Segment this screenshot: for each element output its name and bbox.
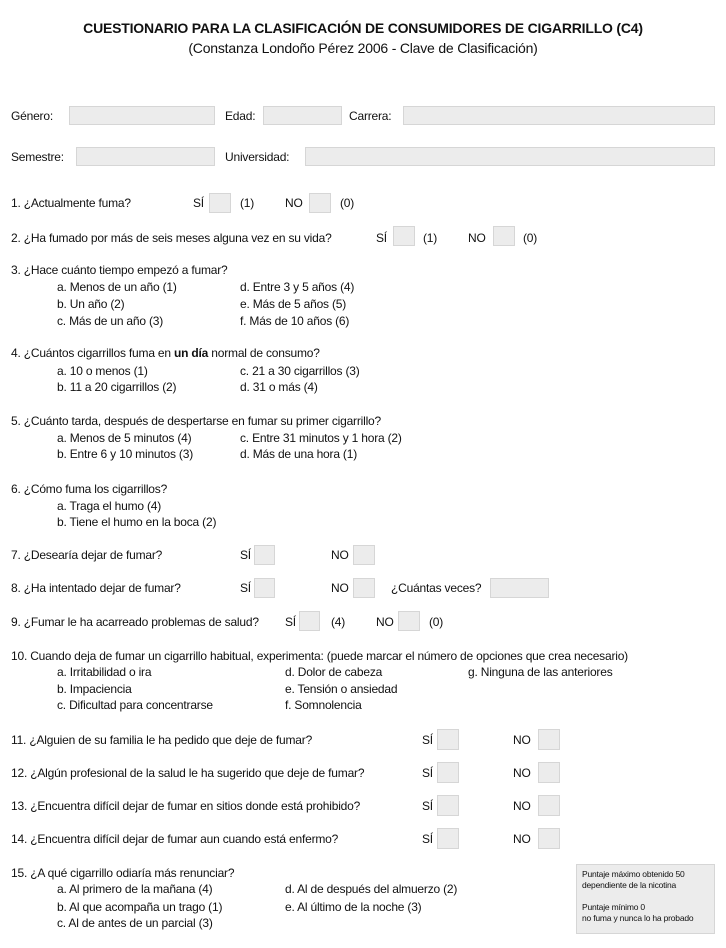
q5-option[interactable]: b. Entre 6 y 10 minutos (3)	[57, 447, 193, 461]
q11-no-checkbox[interactable]	[538, 729, 560, 750]
genero-label: Género:	[11, 109, 53, 123]
score-max-desc: dependiente de la nicotina	[582, 880, 677, 890]
q5-option[interactable]: d. Más de una hora (1)	[240, 447, 358, 461]
q4-option[interactable]: d. 31 o más (4)	[240, 380, 318, 394]
q14-no-checkbox[interactable]	[538, 828, 560, 849]
q11-no-label: NO	[513, 733, 531, 747]
q8-no-label: NO	[331, 581, 349, 595]
q13-no-checkbox[interactable]	[538, 795, 560, 816]
q10-option[interactable]: e. Tensión o ansiedad	[285, 682, 398, 696]
q1-no-checkbox[interactable]	[309, 193, 331, 213]
q4-text	[11, 345, 320, 361]
q1-si-label: SÍ	[193, 196, 204, 210]
q7-no-checkbox[interactable]	[353, 545, 375, 565]
q12-si-label: SÍ	[422, 766, 433, 780]
q8-times-label: ¿Cuántas veces?	[391, 581, 482, 595]
q13-si-checkbox[interactable]	[437, 795, 459, 816]
carrera-input[interactable]	[403, 106, 715, 125]
genero-input[interactable]	[69, 106, 215, 125]
q4-text-bold: un día	[174, 346, 209, 360]
q14-text: 14. ¿Encuentra difícil dejar de fumar aun cuando está enfermo?	[11, 832, 339, 846]
q3-option[interactable]: f. Más de 10 años (6)	[240, 314, 350, 328]
q10-option[interactable]: g. Ninguna de las anteriores	[468, 665, 613, 679]
semestre-input[interactable]	[76, 147, 215, 166]
q14-no-label: NO	[513, 832, 531, 846]
q13-si-label: SÍ	[422, 799, 433, 813]
q1-si-score: (1)	[240, 196, 255, 210]
q3-option[interactable]: c. Más de un año (3)	[57, 314, 164, 328]
q10-option[interactable]: a. Irritabilidad o ira	[57, 665, 152, 679]
q13-no-label: NO	[513, 799, 531, 813]
q12-si-checkbox[interactable]	[437, 762, 459, 783]
q4-option[interactable]: c. 21 a 30 cigarrillos (3)	[240, 364, 360, 378]
q10-option[interactable]: d. Dolor de cabeza	[285, 665, 383, 679]
q3-option[interactable]: b. Un año (2)	[57, 297, 125, 311]
q15-option[interactable]: a. Al primero de la mañana (4)	[57, 882, 213, 896]
q9-no-score: (0)	[429, 615, 444, 629]
q15-option[interactable]: c. Al de antes de un parcial (3)	[57, 916, 213, 930]
q5-option[interactable]: c. Entre 31 minutos y 1 hora (2)	[240, 431, 402, 445]
q6-option[interactable]: b. Tiene el humo en la boca (2)	[57, 515, 217, 529]
q8-text: 8. ¿Ha intentado dejar de fumar?	[11, 581, 181, 595]
q12-no-label: NO	[513, 766, 531, 780]
q9-si-label: SÍ	[285, 615, 296, 629]
universidad-input[interactable]	[305, 147, 715, 166]
score-max-label: Puntaje máximo obtenido 50	[582, 869, 685, 879]
q10-option[interactable]: f. Somnolencia	[285, 698, 362, 712]
q12-text: 12. ¿Algún profesional de la salud le ha sugerido que deje de fumar?	[11, 766, 365, 780]
q15-text: 15. ¿A qué cigarrillo odiaría más renunciar?	[11, 866, 235, 880]
q14-si-checkbox[interactable]	[437, 828, 459, 849]
q2-no-checkbox[interactable]	[493, 226, 515, 246]
carrera-label: Carrera:	[349, 109, 392, 123]
q12-no-checkbox[interactable]	[538, 762, 560, 783]
q2-si-checkbox[interactable]	[393, 226, 415, 246]
q11-si-checkbox[interactable]	[437, 729, 459, 750]
q10-option[interactable]: b. Impaciencia	[57, 682, 132, 696]
q9-text: 9. ¿Fumar le ha acarreado problemas de salud?	[11, 615, 259, 629]
q10-option[interactable]: c. Dificultad para concentrarse	[57, 698, 213, 712]
q8-si-label: SÍ	[240, 581, 251, 595]
q2-si-score: (1)	[423, 231, 438, 245]
q2-si-label: SÍ	[376, 231, 387, 245]
q3-option[interactable]: a. Menos de un año (1)	[57, 280, 177, 294]
q15-option[interactable]: d. Al de después del almuerzo (2)	[285, 882, 458, 896]
q6-text: 6. ¿Cómo fuma los cigarrillos?	[11, 482, 168, 496]
q8-si-checkbox[interactable]	[254, 578, 275, 598]
q4-text-pre: 4. ¿Cuántos cigarrillos fuma en	[11, 346, 175, 360]
page-subtitle: (Constanza Londoño Pérez 2006 - Clave de Clasificación)	[188, 40, 538, 56]
q2-no-score: (0)	[523, 231, 538, 245]
q4-option[interactable]: b. 11 a 20 cigarrillos (2)	[57, 380, 177, 394]
q11-text: 11. ¿Alguien de su familia le ha pedido que deje de fumar?	[11, 733, 313, 747]
page-title: CUESTIONARIO PARA LA CLASIFICACIÓN DE CONSUMIDORES DE CIGARRILLO (C4)	[83, 20, 643, 36]
q9-si-score: (4)	[331, 615, 346, 629]
q4-option[interactable]: a. 10 o menos (1)	[57, 364, 148, 378]
q9-no-checkbox[interactable]	[398, 611, 420, 631]
q1-no-score: (0)	[340, 196, 355, 210]
q7-si-checkbox[interactable]	[254, 545, 275, 565]
q8-no-checkbox[interactable]	[353, 578, 375, 598]
q4-text-post: normal de consumo?	[208, 346, 320, 360]
q5-text: 5. ¿Cuánto tarda, después de despertarse en fumar su primer cigarrillo?	[11, 414, 381, 428]
score-min-desc: no fuma y nunca lo ha probado	[582, 913, 694, 923]
q7-text: 7. ¿Desearía dejar de fumar?	[11, 548, 163, 562]
score-min-label: Puntaje mínimo 0	[582, 902, 645, 912]
edad-label: Edad:	[225, 109, 256, 123]
q13-text: 13. ¿Encuentra difícil dejar de fumar en sitios donde está prohibido?	[11, 799, 361, 813]
q7-no-label: NO	[331, 548, 349, 562]
q8-times-input[interactable]	[490, 578, 549, 598]
q2-no-label: NO	[468, 231, 486, 245]
q7-si-label: SÍ	[240, 548, 251, 562]
universidad-label: Universidad:	[225, 150, 290, 164]
q9-si-checkbox[interactable]	[299, 611, 320, 631]
q6-option[interactable]: a. Traga el humo (4)	[57, 499, 162, 513]
q15-option[interactable]: e. Al último de la noche (3)	[285, 900, 422, 914]
q3-option[interactable]: e. Más de 5 años (5)	[240, 297, 347, 311]
q11-si-label: SÍ	[422, 733, 433, 747]
score-legend-box	[576, 864, 715, 934]
q2-text: 2. ¿Ha fumado por más de seis meses alguna vez en su vida?	[11, 231, 332, 245]
q9-no-label: NO	[376, 615, 394, 629]
q1-text: 1. ¿Actualmente fuma?	[11, 196, 131, 210]
q3-text: 3. ¿Hace cuánto tiempo empezó a fumar?	[11, 263, 228, 277]
semestre-label: Semestre:	[11, 150, 64, 164]
q15-option[interactable]: b. Al que acompaña un trago (1)	[57, 900, 223, 914]
q1-si-checkbox[interactable]	[209, 193, 231, 213]
q5-option[interactable]: a. Menos de 5 minutos (4)	[57, 431, 192, 445]
q3-option[interactable]: d. Entre 3 y 5 años (4)	[240, 280, 355, 294]
edad-input[interactable]	[263, 106, 342, 125]
q14-si-label: SÍ	[422, 832, 433, 846]
q10-text: 10. Cuando deja de fumar un cigarrillo habitual, experimenta: (puede marcar el número de opciones que crea necesario)	[11, 649, 628, 663]
q1-no-label: NO	[285, 196, 303, 210]
